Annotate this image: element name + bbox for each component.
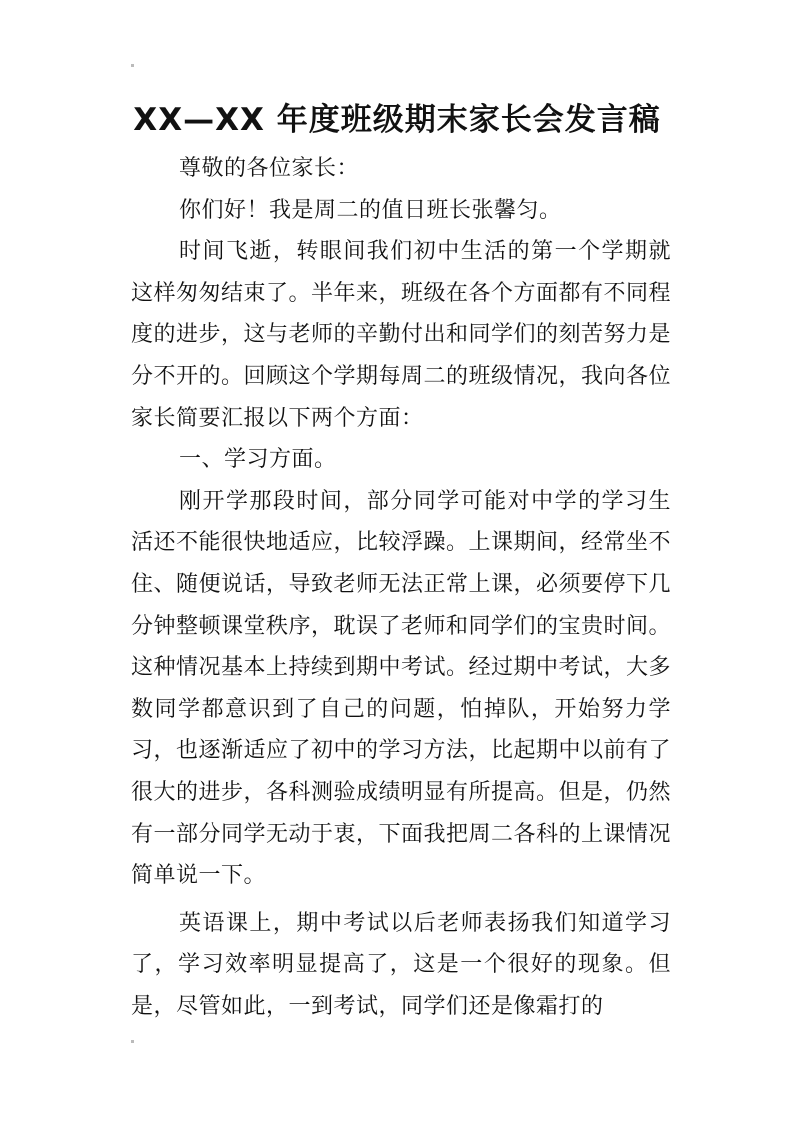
paragraph-intro: 时间飞逝，转眼间我们初中生活的第一个学期就这样匆匆结束了。半年来，班级在各个方面都有不同程度的进步，这与老师的辛勤付出和同学们的刻苦努力是分不开的。回顾这个学期每周二的班级情况，我向各位家长简要汇报以下两个方面： xyxy=(131,239,672,431)
page-corner-mark-bottom xyxy=(131,1040,134,1043)
paragraph-greeting: 你们好！我是周二的值日班长张馨匀。 xyxy=(179,197,562,223)
paragraph-salutation: 尊敬的各位家长： xyxy=(179,156,360,181)
page-corner-mark-top xyxy=(131,64,134,67)
paragraph-english-class: 英语课上，期中考试以后老师表扬我们知道学习了，学习效率明显提高了，这是一个很好的现象。但是，尽管如此，一到考试，同学们还是像霜打的 xyxy=(131,910,671,1019)
document-body xyxy=(131,148,671,1027)
paragraph-study-details: 刚开学那段时间，部分同学可能对中学的学习生活还不能很快地适应，比较浮躁。上课期间，经常坐不住、随便说话，导致老师无法正常上课，必须要停下几分钟整顿课堂秩序，耽误了老师和同学们的宝贵时间。这种情况基本上持续到期中考试。经过期中考试，大多数同学都意识到了自己的问题，怕掉队，开始努力学习，也逐渐适应了初中的学习方法，比起期中以前有了很大的进步，各科测验成绩明显有所提高。但是，仍然有一部分同学无动于衷，下面我把周二各科的上课情况简单说一下。 xyxy=(131,488,672,889)
section-heading-study: 一、学习方面。 xyxy=(179,447,337,473)
document-title: XX—XX 年度班级期末家长会发言稿 xyxy=(133,102,661,138)
